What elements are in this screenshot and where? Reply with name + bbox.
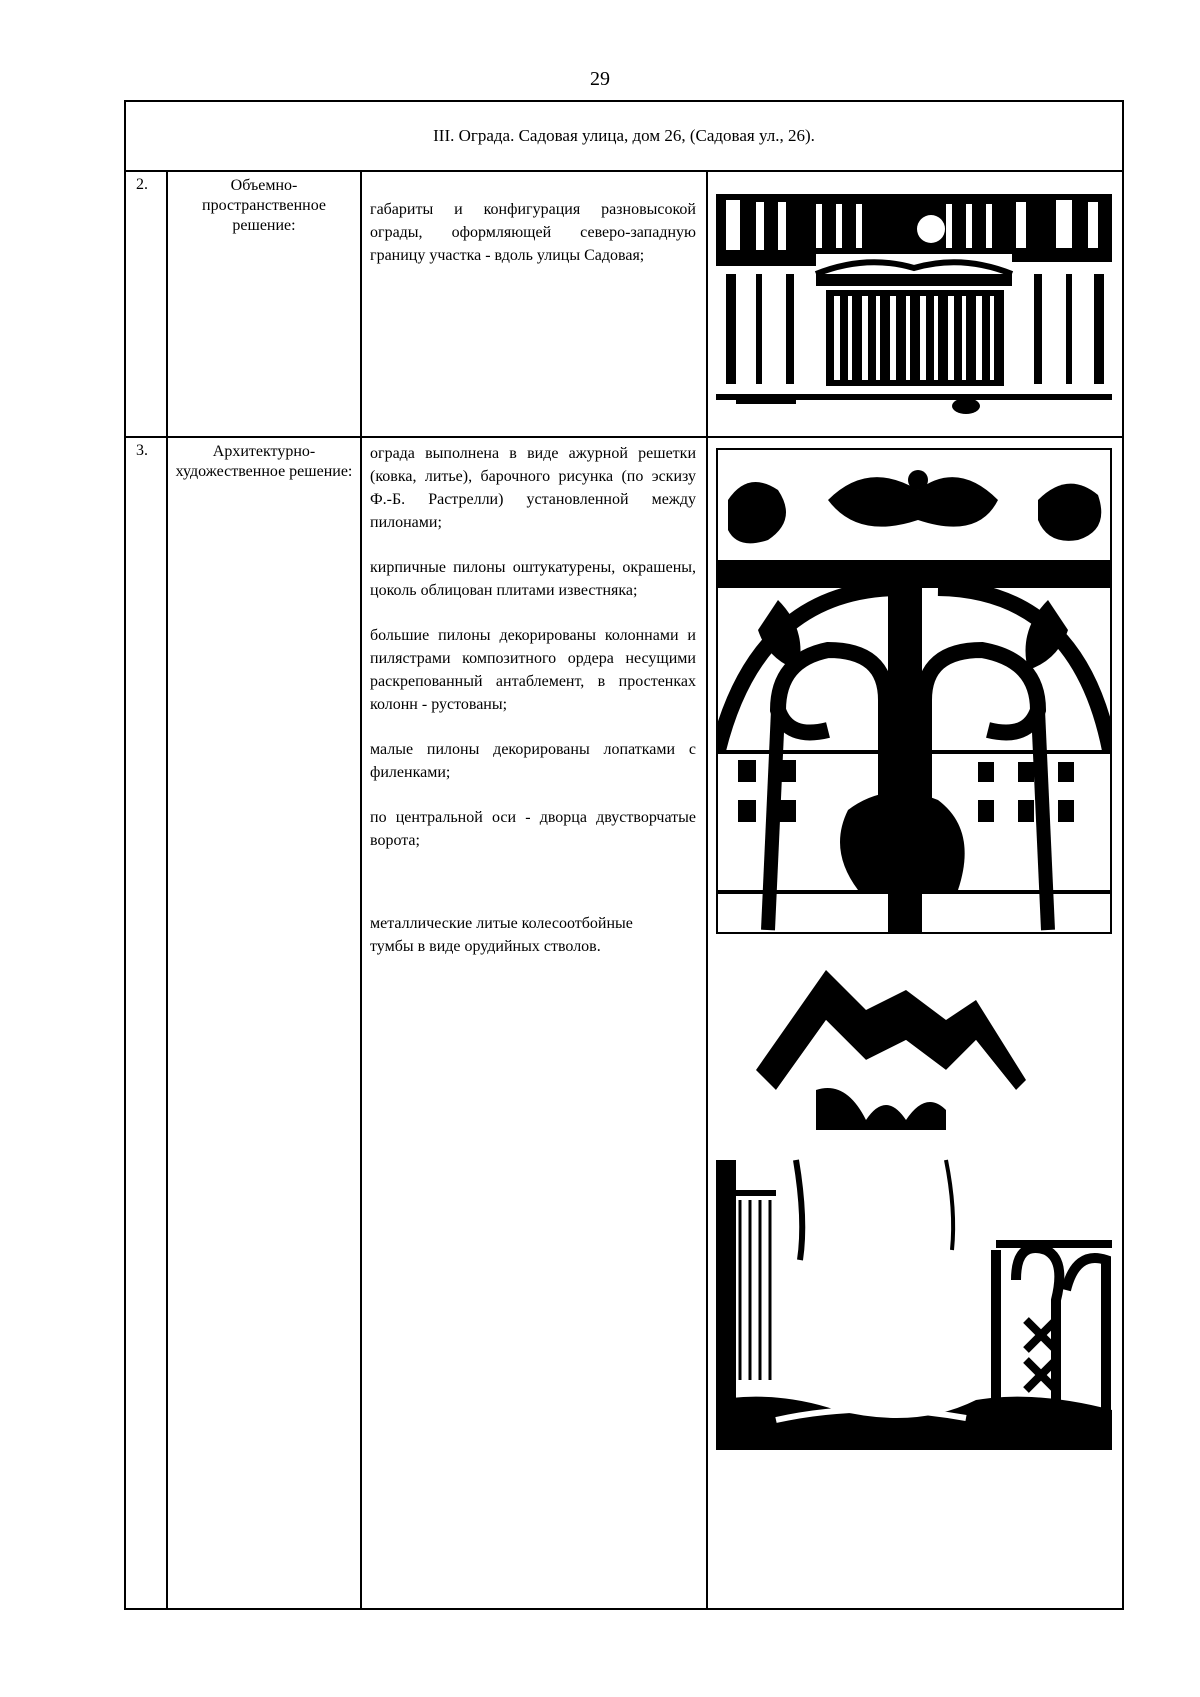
description-paragraph: металлические литые колесоотбойные тумбы в виде орудийных стволов.	[370, 915, 633, 955]
column-divider	[166, 172, 168, 1608]
row-divider	[126, 436, 1122, 438]
description-paragraph: малые пилоны декорированы лопатками с филенками;	[370, 741, 696, 781]
photo-pylon	[716, 960, 1112, 1450]
row-description	[370, 442, 696, 980]
photo-ironwork-detail	[716, 448, 1112, 934]
photo-gate-overview	[716, 194, 1112, 418]
description-paragraph: ограда выполнена в виде ажурной решетки (ковка, литье), барочного рисунка (по эскизу Ф.-Б. Растрелли) установленной между пилонами;	[370, 445, 696, 531]
description-paragraph: большие пилоны декорированы колоннами и пилястрами композитного ордера несущими раскрепованный антаблемент, в простенках колонн - рустованы;	[370, 627, 696, 713]
row-label: Объемно-пространственное решение:	[202, 177, 326, 234]
description-paragraph: габариты и конфигурация разновысокой ограды, оформляющей северо-западную границу участка - вдоль улицы Садовая;	[370, 201, 696, 264]
row-number: 2.	[136, 176, 148, 193]
description-paragraph: по центральной оси - дворца двустворчатые ворота;	[370, 809, 696, 849]
protection-table	[124, 100, 1124, 1610]
row-number: 3.	[136, 442, 148, 459]
column-divider	[360, 172, 362, 1608]
row-label: Архитектурно-художественное решение:	[175, 443, 353, 480]
description-paragraph: кирпичные пилоны оштукатурены, окрашены, цоколь облицован плитами известняка;	[370, 559, 696, 599]
row-description	[370, 198, 696, 289]
page-number: 29	[590, 68, 610, 90]
table-header: III. Ограда. Садовая улица, дом 26, (Садовая ул., 26).	[126, 102, 1122, 172]
column-divider	[706, 172, 708, 1608]
